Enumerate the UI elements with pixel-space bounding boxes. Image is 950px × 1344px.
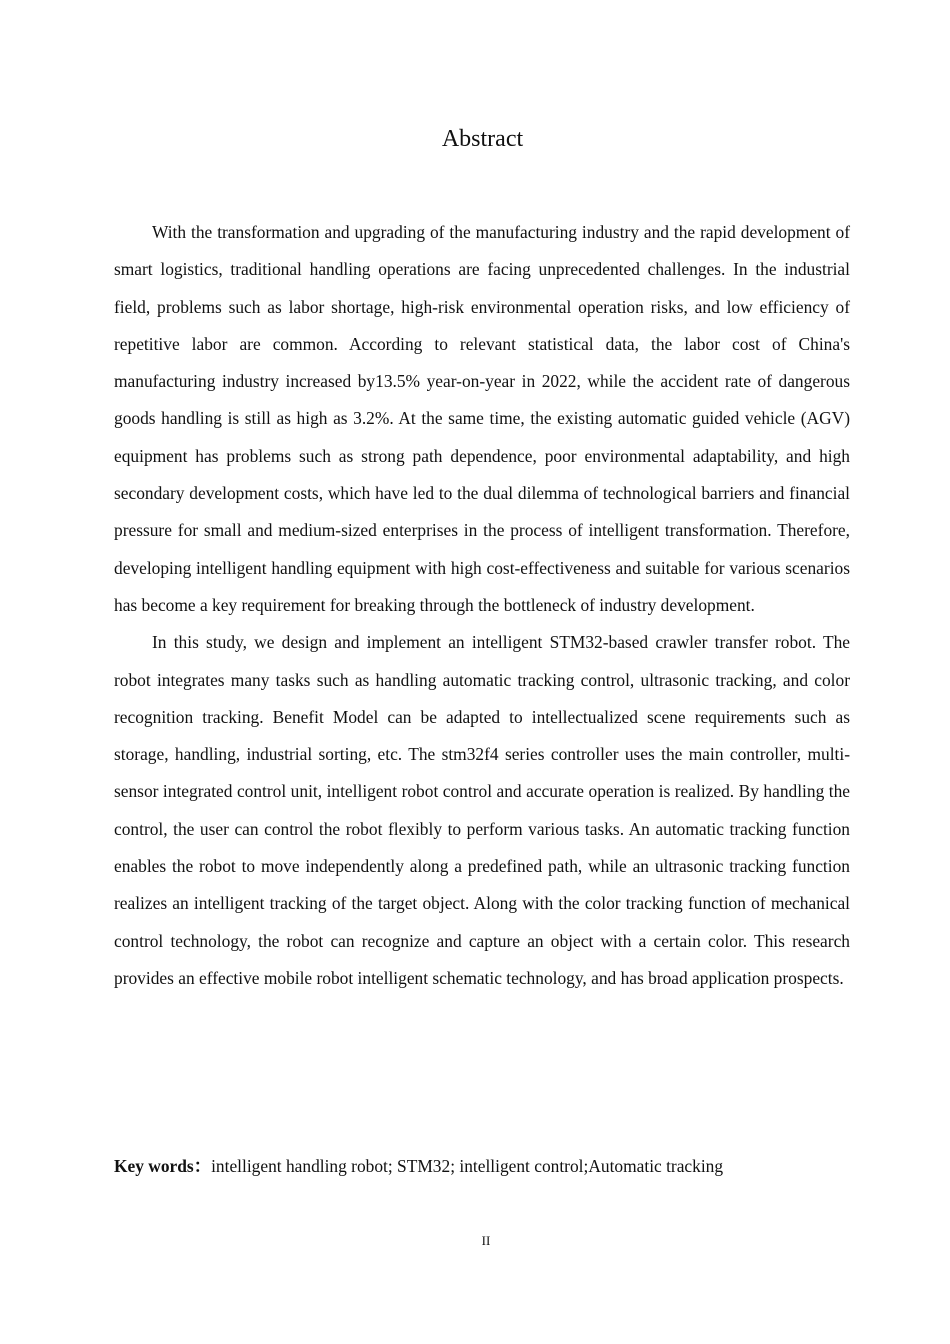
keywords-label: Key words： xyxy=(114,1156,212,1176)
abstract-paragraph-1: With the transformation and upgrading of the manufacturing industry and the rapid development of smart logistics, traditional handling operations are facing unprecedented challenges. In the industrial field, problems such as labor shortage, high-risk environmental operation risks, and low efficiency of repetitive labor are common. According to relevant statistical data, the labor cost of China's manufacturing industry increased by13.5% year-on-year in 2022, while the accident rate of dangerous goods handling is still as high as 3.2%. At the same time, the existing automatic guided vehicle (AGV) equipment has problems such as strong path dependence, poor environmental adaptability, and high secondary development costs, which have led to the dual dilemma of technological barriers and financial pressure for small and medium-sized enterprises in the process of intelligent transformation. Therefore, developing intelligent handling equipment with high cost-effectiveness and suitable for various scenarios has become a key requirement for breaking through the bottleneck of industry development. xyxy=(114,222,850,615)
keywords-text: intelligent handling robot; STM32; intelligent control;Automatic tracking xyxy=(211,1156,724,1176)
abstract-title: Abstract xyxy=(441,126,524,152)
abstract-paragraph-2: In this study, we design and implement an intelligent STM32-based crawler transfer robot. The robot integrates many tasks such as handling automatic tracking control, ultrasonic tracking, and color recognition tracking. Benefit Model can be adapted to intellectualized scene requirements such as storage, handling, industrial sorting, etc. The stm32f4 series controller uses the main controller, multi-sensor integrated control unit, intelligent robot control and accurate operation is realized. By handling the control, the user can control the robot flexibly to perform various tasks. An automatic tracking function enables the robot to move independently along a predefined path, while an ultrasonic tracking function realizes an intelligent tracking of the target object. Along with the color tracking function of mechanical control technology, the robot can recognize and capture an object with a certain color. This research provides an effective mobile robot intelligent schematic technology, and has broad application prospects. xyxy=(114,632,850,988)
page-number: II xyxy=(481,1233,491,1248)
abstract-body xyxy=(114,214,850,997)
keywords-line xyxy=(114,1152,854,1180)
